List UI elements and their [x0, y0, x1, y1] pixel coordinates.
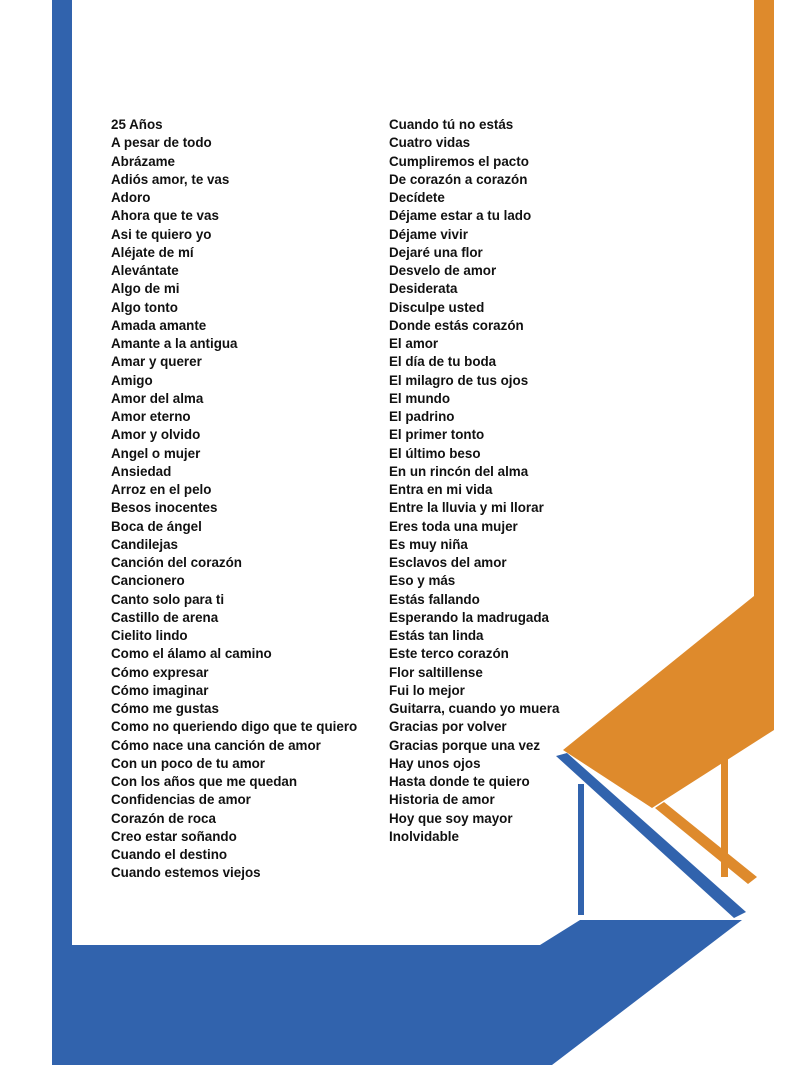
- song-title: Ahora que te vas: [111, 208, 219, 224]
- song-title: Abrázame: [111, 153, 176, 169]
- song-title: Estás tan linda: [389, 628, 484, 643]
- song-title: Desvelo de amor: [389, 263, 497, 278]
- song-title: Corazón de roca: [111, 810, 216, 826]
- song-title: El padrino: [389, 409, 455, 424]
- song-title: Asi te quiero yo: [111, 226, 212, 242]
- song-title: Castillo de arena: [111, 609, 219, 625]
- song-title: Con los años que me quedan: [111, 774, 298, 789]
- song-title: Cuando el destino: [111, 847, 228, 862]
- song-title: Flor saltillense: [389, 664, 483, 680]
- song-title: Esclavos del amor: [389, 555, 507, 570]
- song-title: Decídete: [389, 190, 445, 205]
- song-title: Amor y olvido: [111, 427, 201, 443]
- song-title: Algo tonto: [111, 299, 178, 315]
- song-title: Cielito lindo: [111, 628, 188, 643]
- song-title: A pesar de todo: [111, 135, 212, 151]
- song-title: Angel o mujer: [111, 445, 201, 461]
- song-title: El día de tu boda: [389, 354, 497, 370]
- song-title: De corazón a corazón: [389, 171, 528, 187]
- song-title: Hoy que soy mayor: [389, 810, 513, 826]
- song-title: Ansiedad: [111, 463, 172, 479]
- song-title: Hay unos ojos: [389, 755, 481, 771]
- song-title: El amor: [389, 336, 439, 351]
- song-title: Cuando tú no estás: [389, 117, 514, 132]
- song-title: Entre la lluvia y mi llorar: [389, 500, 544, 516]
- song-title: Amor eterno: [111, 409, 191, 424]
- song-title: Como no queriendo digo que te quiero: [111, 719, 358, 735]
- song-title: Amante a la antigua: [111, 336, 238, 351]
- song-title: Esperando la madrugada: [389, 609, 549, 625]
- blue-left-bar: [52, 0, 72, 1065]
- song-title: El primer tonto: [389, 427, 485, 443]
- song-title: Gracias porque una vez: [389, 737, 541, 753]
- song-title: Cancionero: [111, 573, 185, 589]
- song-title: Déjame estar a tu lado: [389, 208, 532, 224]
- song-title: Cuatro vidas: [389, 135, 471, 151]
- song-title: Dejaré una flor: [389, 244, 483, 260]
- song-title: 25 Años: [111, 117, 163, 132]
- song-title: El último beso: [389, 445, 481, 461]
- song-title: Amada amante: [111, 317, 207, 333]
- song-title: Canto solo para ti: [111, 591, 225, 607]
- orange-angled-band: [563, 596, 774, 808]
- song-title: Estás fallando: [389, 591, 480, 607]
- song-title: Cómo imaginar: [111, 682, 209, 698]
- song-title: Cómo me gustas: [111, 701, 219, 716]
- song-title: Es muy niña: [389, 536, 468, 552]
- song-title: Historia de amor: [389, 792, 495, 808]
- song-title: Adoro: [111, 190, 151, 205]
- song-list-right-column: [389, 116, 559, 846]
- song-title: Guitarra, cuando yo muera: [389, 701, 560, 716]
- song-title: Inolvidable: [389, 828, 459, 844]
- song-title: Cumpliremos el pacto: [389, 153, 529, 169]
- song-title: Amar y querer: [111, 354, 202, 370]
- song-title: Amigo: [111, 372, 153, 388]
- song-title: Amor del alma: [111, 390, 204, 406]
- song-title: Cómo expresar: [111, 664, 209, 680]
- song-title: Como el álamo al camino: [111, 646, 272, 662]
- orange-right-bar: [754, 0, 774, 600]
- song-title: Este terco corazón: [389, 646, 509, 662]
- orange-diagonal-stripe: [655, 802, 757, 884]
- song-title: Entra en mi vida: [389, 482, 493, 497]
- song-title: Besos inocentes: [111, 500, 218, 516]
- song-title: Aléjate de mí: [111, 244, 194, 260]
- song-title: El milagro de tus ojos: [389, 372, 529, 388]
- song-title: En un rincón del alma: [389, 463, 529, 479]
- song-title: Gracias por volver: [389, 719, 507, 735]
- song-title: Creo estar soñando: [111, 828, 237, 844]
- song-title: El mundo: [389, 390, 450, 406]
- song-title: Arroz en el pelo: [111, 482, 212, 497]
- song-list-left-column: [111, 116, 357, 883]
- song-title: Desiderata: [389, 281, 458, 297]
- blue-vertical-post: [578, 784, 584, 915]
- song-title: Adiós amor, te vas: [111, 171, 230, 187]
- song-title: Eso y más: [389, 573, 456, 589]
- song-title: Déjame vivir: [389, 226, 468, 242]
- song-title: Hasta donde te quiero: [389, 774, 530, 789]
- song-title: Boca de ángel: [111, 518, 202, 534]
- song-title: Candilejas: [111, 536, 178, 552]
- song-title: Canción del corazón: [111, 555, 242, 570]
- song-title: Eres toda una mujer: [389, 518, 518, 534]
- song-title: Donde estás corazón: [389, 317, 524, 333]
- song-title: Confidencias de amor: [111, 792, 251, 808]
- song-title: Disculpe usted: [389, 299, 485, 315]
- song-title: Con un poco de tu amor: [111, 755, 265, 771]
- song-title: Algo de mi: [111, 281, 180, 297]
- song-title: Cómo nace una canción de amor: [111, 737, 321, 753]
- song-title: Alevántate: [111, 263, 179, 278]
- song-title: Cuando estemos viejos: [111, 865, 261, 881]
- song-title: Fui lo mejor: [389, 682, 465, 698]
- blue-bottom-band: [52, 920, 742, 1065]
